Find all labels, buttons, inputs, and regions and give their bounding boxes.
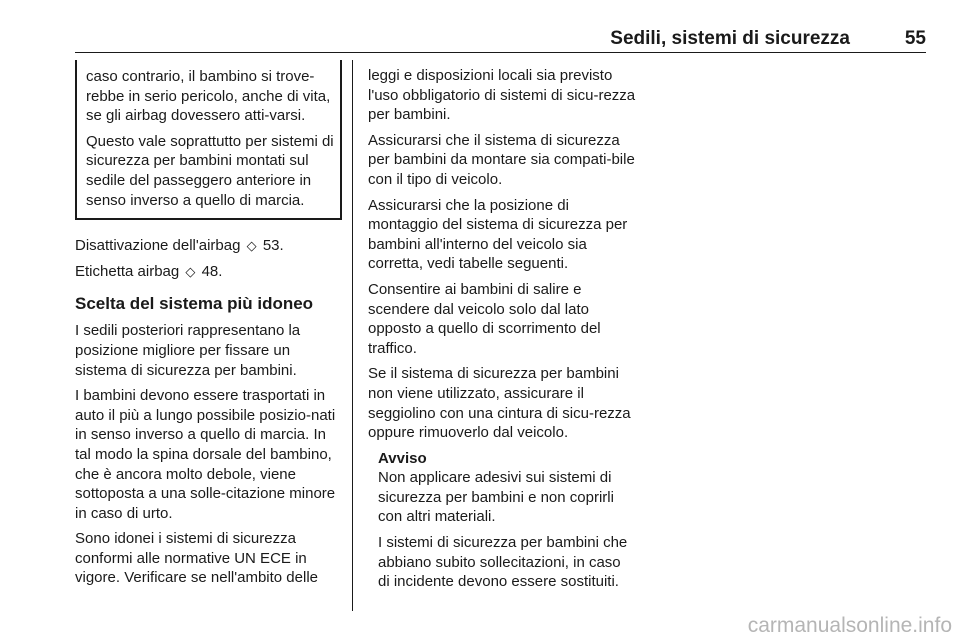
right-column bbox=[368, 66, 636, 598]
column-divider bbox=[352, 60, 353, 611]
reference-text: Disattivazione dell'airbag bbox=[75, 237, 241, 255]
header-rule bbox=[75, 52, 926, 53]
reference-page: 48. bbox=[201, 262, 223, 280]
note-paragraph: I sistemi di sicurezza per bambini che abbiano subito sollecitazioni, in caso di incidente devono essere sostituiti. bbox=[378, 534, 628, 591]
note-title: Avviso bbox=[378, 449, 427, 467]
page-reference-icon: ◇ bbox=[185, 263, 196, 279]
body-paragraph: leggi e disposizioni locali sia previsto l'uso obbligatorio di sistemi di sicu-rezza per bambini. bbox=[368, 67, 636, 124]
page-reference-icon: ◇ bbox=[246, 238, 257, 254]
body-paragraph: Se il sistema di sicurezza per bambini non viene utilizzato, assicurare il seggiolino con una cintura di sicu-rezza oppure rimuoverlo dal veicolo. bbox=[368, 365, 631, 442]
note-block bbox=[368, 449, 636, 592]
body-paragraph: Consentire ai bambini di salire e scendere dal veicolo solo dal lato opposto a quello di scorrimento del traffico. bbox=[368, 280, 601, 357]
warning-box bbox=[75, 60, 342, 220]
watermark: carmanualsonline.info bbox=[747, 614, 952, 637]
reference-text: Etichetta airbag bbox=[75, 262, 180, 280]
section-heading: Scelta del sistema più idoneo bbox=[75, 294, 314, 314]
left-column bbox=[75, 60, 345, 594]
header-title: Sedili, sistemi di sicurezza bbox=[610, 28, 850, 49]
cross-reference-airbag-label[interactable] bbox=[75, 262, 345, 282]
body-paragraph: Sono idonei i sistemi di sicurezza conformi alle normative UN ECE in vigore. Verificare se nell'ambito delle bbox=[75, 530, 318, 587]
body-paragraph: Assicurarsi che il sistema di sicurezza per bambini da montare sia compati-bile con il tipo di veicolo. bbox=[368, 131, 635, 188]
page-number: 55 bbox=[904, 28, 926, 49]
body-paragraph: I bambini devono essere trasportati in auto il più a lungo possibile posizio-nati in senso inverso a quello di marcia. In tal modo la spina dorsale del bambino, che è ancora molto debole, viene sottoposta a una solle-citazione minore in caso di urto. bbox=[75, 387, 336, 522]
body-paragraph: Assicurarsi che la posizione di montaggio del sistema di sicurezza per bambini all'interno del veicolo sia corretta, vedi tabelle seguenti. bbox=[368, 196, 628, 273]
body-paragraph: I sedili posteriori rappresentano la posizione migliore per fissare un sistema di sicurezza per bambini. bbox=[75, 322, 301, 379]
note-paragraph: Non applicare adesivi sui sistemi di sicurezza per bambini e non coprirli con altri materiali. bbox=[378, 469, 614, 526]
warning-paragraph: Questo vale soprattutto per sistemi di sicurezza per bambini montati sul sedile del passeggero anteriore in senso inverso a quello di marcia. bbox=[86, 132, 334, 209]
cross-reference-airbag-deactivation[interactable] bbox=[75, 236, 345, 256]
warning-paragraph: caso contrario, il bambino si trove-rebbe in serio pericolo, anche di vita, se gli airbag dovessero atti-varsi. bbox=[86, 68, 331, 125]
reference-page: 53. bbox=[262, 237, 284, 255]
